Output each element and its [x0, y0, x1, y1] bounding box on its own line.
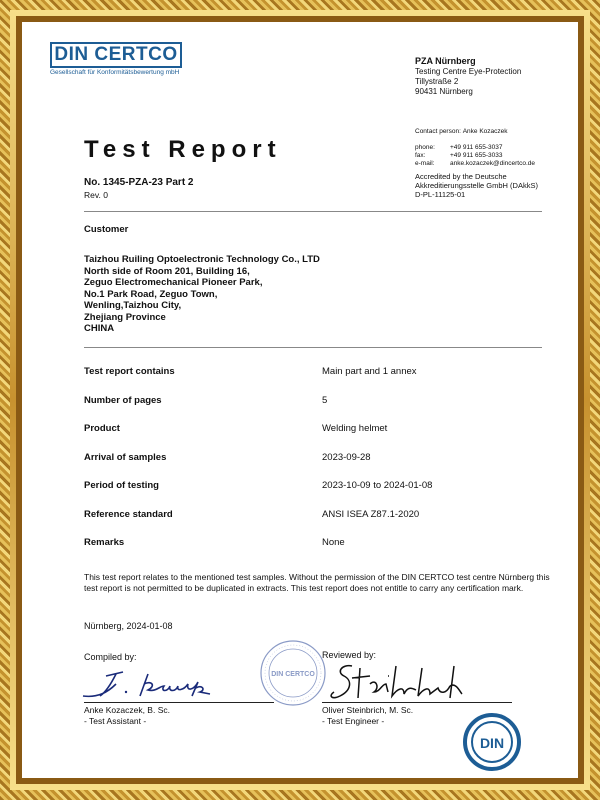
- din-certco-logo: DIN CERTCO: [50, 42, 182, 68]
- field-value: None: [322, 537, 345, 548]
- email-label: e-mail:: [415, 160, 435, 167]
- contact-block: [415, 128, 535, 168]
- reviewed-signer: [322, 705, 413, 727]
- compiled-signer: [84, 705, 170, 727]
- address-line: Taizhou Ruiling Optoelectronic Technology Co., LTD: [84, 254, 320, 265]
- customer-label: Customer: [84, 224, 129, 235]
- field-label: Arrival of samples: [84, 452, 167, 463]
- field-label: Remarks: [84, 537, 125, 548]
- field-value: 2023-10-09 to 2024-01-08: [322, 480, 433, 491]
- din-logo: [462, 712, 522, 772]
- place-date: Nürnberg, 2024-01-08: [84, 621, 173, 631]
- document-title: Test Report: [84, 136, 282, 163]
- phone-label: phone:: [415, 144, 435, 151]
- address-line: Zhejiang Province: [84, 311, 166, 323]
- address-line: Zeguo Electromechanical Pioneer Park,: [84, 277, 263, 288]
- address-line: Wenling,Taizhou City,: [84, 300, 182, 311]
- seal-text: DIN CERTCO: [271, 671, 315, 678]
- report-number: No. 1345-PZA-23 Part 2: [84, 177, 194, 188]
- din-logo-text: DIN: [479, 735, 505, 751]
- reviewed-signature: [322, 658, 502, 706]
- din-certco-seal: [259, 639, 327, 707]
- certificate-page: [22, 22, 578, 778]
- fax-value: +49 911 655-3033: [450, 152, 503, 159]
- address-line: North side of Room 201, Building 16,: [84, 265, 250, 277]
- revision: Rev. 0: [84, 190, 108, 200]
- reviewed-name: Oliver Steinbrich, M. Sc.: [322, 705, 414, 715]
- signature-line: [322, 702, 512, 703]
- field-label: Period of testing: [84, 480, 159, 491]
- divider: [84, 347, 542, 348]
- address-line: CHINA: [84, 323, 115, 334]
- accreditation-line2: Akkreditierungsstelle GmbH (DAkkS): [415, 181, 538, 190]
- field-value: Main part and 1 annex: [322, 366, 417, 377]
- reviewed-role: - Test Engineer -: [322, 716, 385, 726]
- address-line: No.1 Park Road, Zeguo Town,: [84, 288, 218, 300]
- reviewed-by-label: Reviewed by:: [322, 650, 377, 660]
- lab-line3: 90431 Nürnberg: [415, 87, 473, 96]
- field-value: ANSI ISEA Z87.1-2020: [322, 509, 420, 520]
- divider: [84, 211, 542, 212]
- lab-line2: Tillystraße 2: [415, 77, 459, 86]
- field-value: 2023-09-28: [322, 452, 371, 463]
- field-value: 5: [322, 395, 328, 406]
- field-label: Product: [84, 423, 120, 434]
- field-value: Welding helmet: [322, 423, 388, 434]
- field-label: Test report contains: [84, 366, 175, 377]
- accreditation-line3: D-PL-11125-01: [415, 190, 466, 199]
- compiled-role: - Test Assistant -: [84, 716, 147, 726]
- accreditation-line1: Accredited by the Deutsche: [415, 172, 507, 181]
- customer-address: [84, 254, 320, 335]
- lab-line1: Testing Centre Eye-Protection: [415, 67, 522, 76]
- field-label: Number of pages: [84, 395, 162, 406]
- logo-subtitle: Gesellschaft für Konformitätsbewertung mbH: [50, 69, 180, 76]
- field-label: Reference standard: [84, 509, 173, 520]
- signature-line: [84, 702, 274, 703]
- lab-address: [415, 56, 521, 97]
- lab-name: PZA Nürnberg: [415, 56, 476, 66]
- phone-value: +49 911 655-3037: [450, 144, 503, 151]
- compiled-name: Anke Kozaczek, B. Sc.: [84, 705, 170, 715]
- compiled-by-label: Compiled by:: [84, 652, 137, 662]
- email-value: anke.kozaczek@dincertco.de: [450, 160, 536, 167]
- contact-person-label: Contact person:: [415, 128, 461, 135]
- compiled-signature: [78, 662, 238, 702]
- contact-person: Anke Kozaczek: [462, 128, 508, 135]
- disclaimer-note: This test report relates to the mentioned test samples. Without the permission of the DIN CERTCO test centre Nürnberg this test report is not permitted to be duplicated in extracts. This test report does not entitle to carry any certification mark.: [84, 572, 550, 593]
- fax-label: fax:: [415, 152, 426, 159]
- accreditation-block: [415, 172, 565, 199]
